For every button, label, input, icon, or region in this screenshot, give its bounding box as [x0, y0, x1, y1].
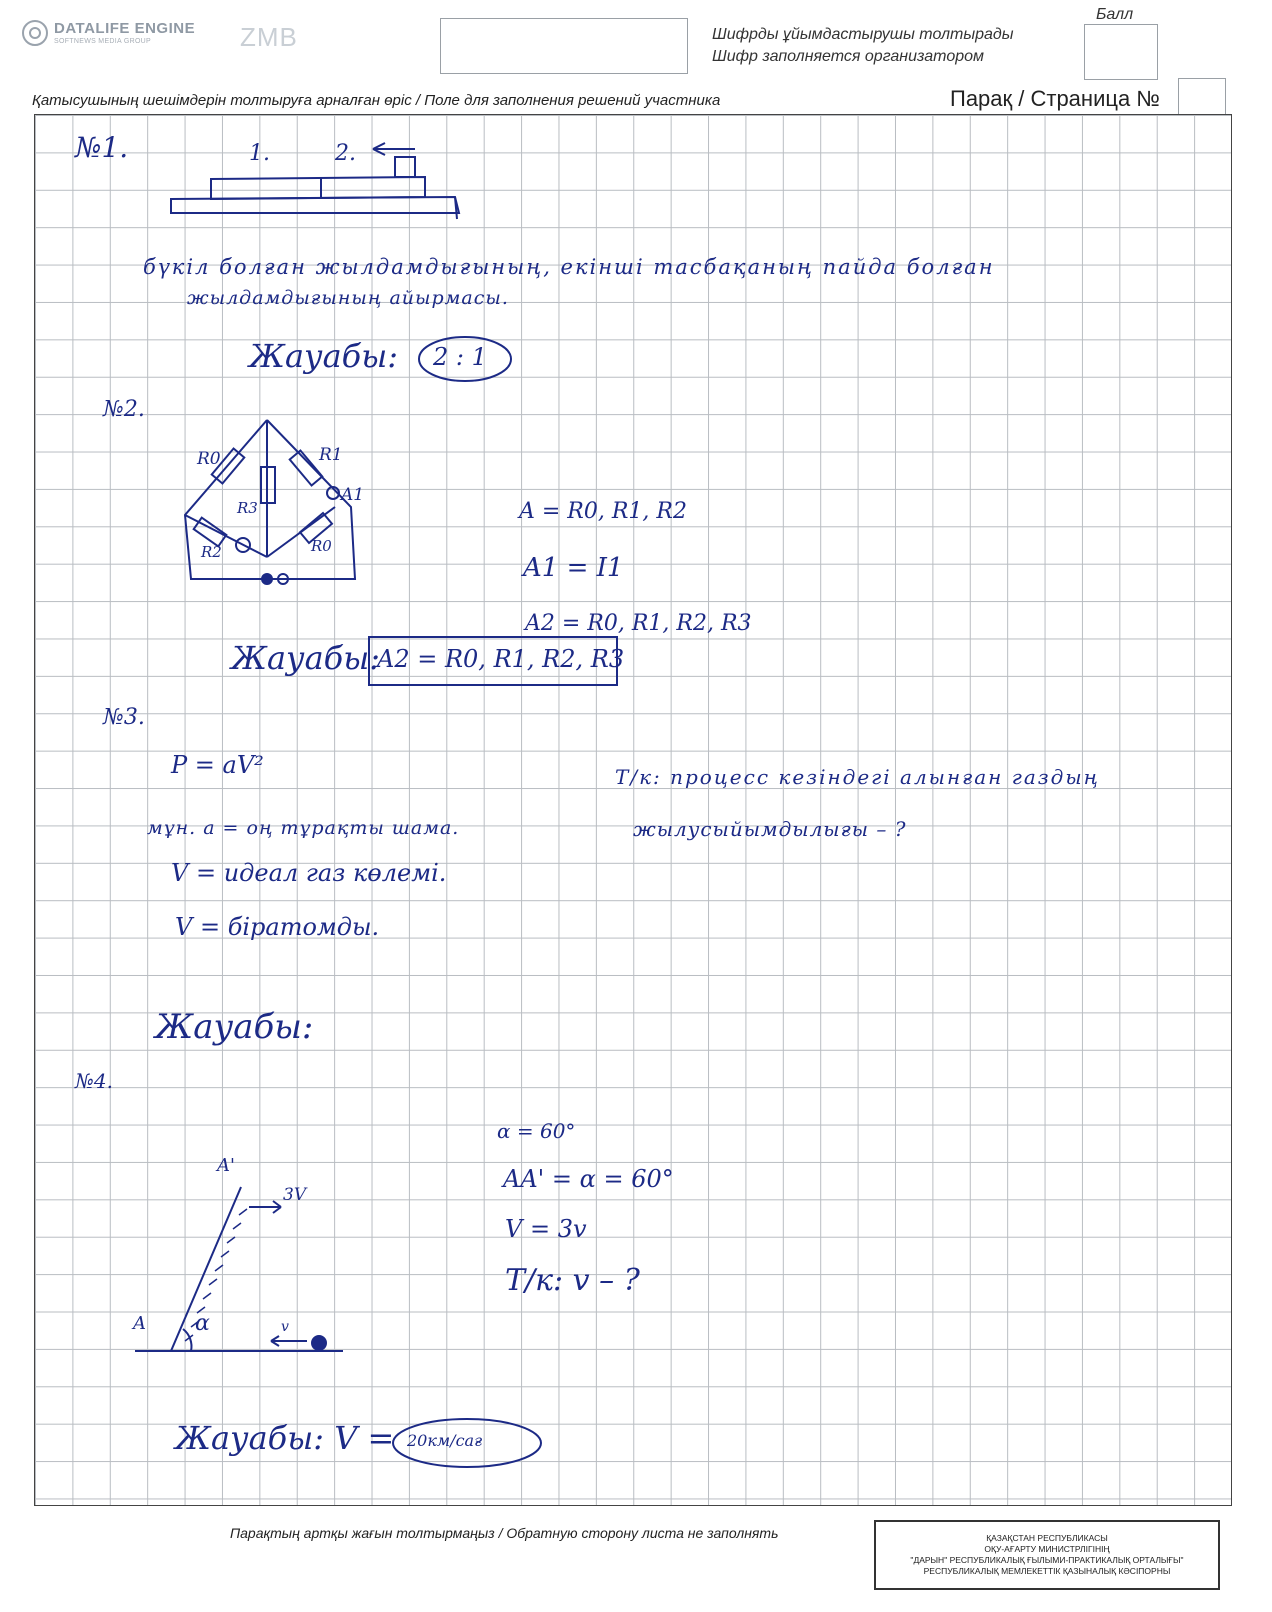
p4-number: №4. — [75, 1069, 114, 1093]
watermark-logo-icon — [22, 20, 48, 46]
p2-eq1: A = R0, R1, R2 — [519, 499, 687, 524]
p2-label-r1: R1 — [319, 445, 343, 465]
p4-label-a: A — [133, 1313, 146, 1334]
watermark — [22, 20, 195, 46]
p4-eq3: V = 3v — [505, 1215, 587, 1243]
p2-label-a1: A1 — [341, 485, 365, 505]
p4-arrow-v-icon — [271, 1336, 307, 1346]
p2-answer: A2 = R0, R1, R2, R3 — [377, 645, 625, 673]
footer-note: Парақтың артқы жағын толтырмаңыз / Обратную сторону листа не заполнять — [230, 1525, 779, 1541]
page-number-box — [1178, 78, 1226, 116]
faint-code: ZMB — [240, 22, 298, 52]
stamp-line: "ДАРЫН" РЕСПУБЛИКАЛЫҚ ҒЫЛЫМИ-ПРАКТИКАЛЫҚ ОРТАЛЫҒЫ" — [910, 1555, 1184, 1565]
p3-find-line2: жылусыйымдылығы – ? — [633, 817, 907, 841]
p1-label-2: 2. — [335, 141, 356, 166]
p1-text-line1: бүкіл болған жылдамдығының, екінші тасбақаның пайда болған — [143, 255, 995, 279]
p1-answer-label: Жауабы: — [249, 337, 399, 375]
answer-grid — [34, 114, 1232, 1506]
p4-answer-label: Жауабы: V = — [175, 1419, 395, 1457]
p4-eq4: Т/к: v – ? — [505, 1263, 640, 1298]
p2-answer-label: Жауабы: — [231, 639, 381, 677]
field-label: Қатысушының шешімдерін толтыруға арналған өріс / Поле для заполнения решений участника — [32, 92, 721, 109]
p2-eq2: A1 = I1 — [523, 553, 624, 583]
p1-arrow-icon — [373, 143, 415, 155]
p1-block — [395, 157, 415, 177]
p2-label-r0-bottom: R0 — [311, 537, 332, 555]
page-label: Парақ / Страница № — [950, 86, 1160, 111]
p1-text-line2: жылдамдығының айырмасы. — [187, 287, 509, 309]
p4-label-alpha: α — [195, 1311, 210, 1336]
p2-label-r2: R2 — [201, 543, 222, 561]
p2-label-r0-top: R0 — [197, 449, 221, 469]
p3-formula: P = aV² — [171, 751, 264, 779]
p2-resistor-r1 — [290, 450, 323, 485]
p4-arrow-3v-icon — [249, 1201, 281, 1213]
p2-label-r3: R3 — [237, 499, 258, 517]
p4-eq2: AA' = α = 60° — [503, 1165, 674, 1193]
cipher-label-kz: Шифрды ұйымдастырушы толтырады — [712, 26, 1014, 43]
p4-diagram — [135, 1187, 343, 1351]
p3-given3: V = біратомды. — [175, 913, 380, 941]
stamp-line: ҚАЗАҚСТАН РЕСПУБЛИКАСЫ — [986, 1533, 1108, 1543]
organization-stamp — [874, 1520, 1220, 1590]
p4-label-a-top: A' — [217, 1155, 235, 1176]
p1-upper-plank — [211, 177, 425, 199]
p3-answer-label: Жауабы: — [155, 1007, 314, 1047]
p4-eq1: α = 60° — [497, 1119, 576, 1143]
cipher-label — [712, 24, 1014, 68]
p3-find-line1: Т/к: процесс кезіндегі алынған газдың — [615, 765, 1100, 789]
watermark-title: DATALIFE ENGINE — [54, 20, 196, 37]
cipher-label-ru: Шифр заполняется организатором — [712, 48, 984, 65]
score-box — [1084, 24, 1158, 80]
watermark-subtitle: SOFTNEWS MEDIA GROUP — [54, 38, 152, 45]
p2-eq3: A2 = R0, R1, R2, R3 — [525, 611, 752, 636]
p4-answer: 20км/сағ — [407, 1431, 483, 1450]
p2-source-terminal-icon — [262, 574, 272, 584]
p4-label-3v: 3V — [283, 1185, 307, 1205]
score-label: Балл — [1096, 6, 1134, 23]
p2-number: №2. — [103, 397, 145, 422]
p1-label-1: 1. — [249, 141, 270, 166]
stamp-line: ОҚУ-АҒАРТУ МИНИСТРЛІГІНІҢ — [984, 1544, 1110, 1554]
p3-number: №3. — [103, 705, 145, 730]
p1-answer: 2 : 1 — [433, 343, 487, 371]
p4-ball-icon — [312, 1336, 326, 1350]
cipher-box — [440, 18, 688, 74]
p3-given1: мұн. a = оң тұрақты шама. — [147, 817, 460, 839]
stamp-line: РЕСПУБЛИКАЛЫҚ МЕМЛЕКЕТТІК ҚАЗЫНАЛЫҚ КӘСІПОРНЫ — [923, 1566, 1171, 1576]
p3-given2: V = идеал газ көлемі. — [171, 859, 447, 887]
p1-number: №1. — [75, 131, 129, 164]
p4-label-v: v — [281, 1319, 289, 1335]
p1-diagram — [171, 143, 459, 219]
